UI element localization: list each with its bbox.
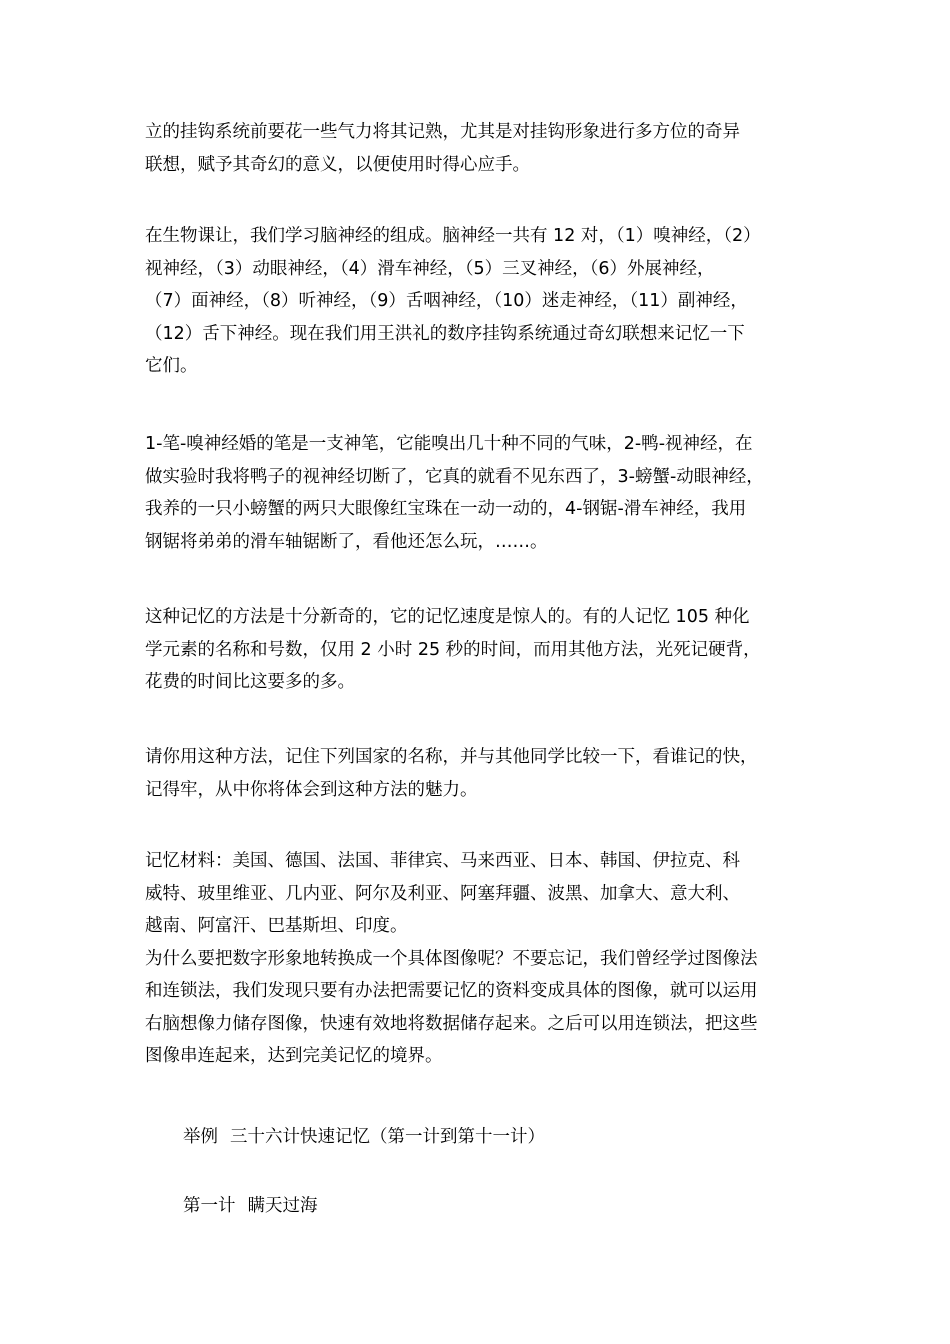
text-line: 立的挂钩系统前要花一些气力将其记熟，尤其是对挂钩形象进行多方位的奇异 — [145, 122, 740, 142]
text-line: 图像串连起来，达到完美记忆的境界。 — [145, 1046, 443, 1066]
example-label: 举例 — [183, 1127, 218, 1147]
text-line: （7）面神经，（8）听神经，（9）舌咽神经，（10）迷走神经，（11）副神经， — [145, 291, 748, 311]
text-line: 记得牢，从中你将体会到这种方法的魅力。 — [145, 779, 478, 800]
paragraph-peg-examples — [145, 428, 815, 558]
example-title: 三十六计快速记忆（第一计到第十一计） — [230, 1127, 545, 1147]
text-line: 越南、阿富汗、巴基斯坦、印度。 — [145, 916, 408, 936]
paragraph-hook-system — [145, 116, 815, 181]
text-line: 视神经，（3）动眼神经，（4）滑车神经，（5）三叉神经，（6）外展神经， — [145, 258, 715, 279]
text-line: 威特、玻里维亚、几内亚、阿尔及利亚、阿塞拜疆、波黑、加拿大、意大利、 — [145, 883, 740, 904]
text-line: 记忆材料：美国、德国、法国、菲律宾、马来西亚、日本、韩国、伊拉克、科 — [145, 851, 740, 871]
text-line: 1-笔-嗅神经婚的笔是一支神笔，它能嗅出几十种不同的气味，2-鸭-视神经，在 — [145, 434, 753, 454]
text-line: 在生物课让，我们学习脑神经的组成。脑神经一共有 12 对，（1）嗅神经，（2） — [145, 226, 761, 246]
text-line: 钢锯将弟弟的滑车轴锯断了，看他还怎么玩，……。 — [145, 531, 548, 552]
text-line: 花费的时间比这要多的多。 — [145, 672, 355, 692]
stratagem-title: 瞒天过海 — [247, 1196, 318, 1216]
text-line: 和连锁法，我们发现只要有办法把需要记忆的资料变成具体的图像，就可以运用 — [145, 981, 758, 1001]
text-line: 它们。 — [145, 356, 198, 376]
text-line: （12）舌下神经。现在我们用王洪礼的数序挂钩系统通过奇幻联想来记忆一下 — [145, 323, 745, 344]
text-line: 我养的一只小螃蟹的两只大眼像红宝珠在一动一动的，4-钢锯-滑车神经，我用 — [145, 499, 747, 519]
text-line: 联想，赋予其奇幻的意义，以便使用时得心应手。 — [145, 154, 530, 175]
text-line: 做实验时我将鸭子的视神经切断了，它真的就看不见东西了，3-螃蟹-动眼神经， — [145, 466, 764, 487]
stratagem-label: 第一计 — [183, 1196, 236, 1216]
paragraph-memory-speed — [145, 601, 815, 699]
example-heading — [183, 1121, 545, 1154]
text-line: 右脑想像力储存图像，快速有效地将数据储存起来。之后可以用连锁法，把这些 — [145, 1013, 758, 1034]
paragraph-cranial-nerves — [145, 220, 815, 383]
text-line: 请你用这种方法，记住下列国家的名称，并与其他同学比较一下，看谁记的快， — [145, 747, 758, 767]
stratagem-heading — [183, 1190, 318, 1223]
paragraph-exercise — [145, 741, 815, 806]
paragraph-memory-material — [145, 845, 815, 1073]
text-line: 这种记忆的方法是十分新奇的，它的记忆速度是惊人的。有的人记忆 105 种化 — [145, 607, 750, 627]
text-line: 学元素的名称和号数，仅用 2 小时 25 秒的时间，而用其他方法，光死记硬背， — [145, 639, 761, 660]
text-line: 为什么要把数字形象地转换成一个具体图像呢？不要忘记，我们曾经学过图像法 — [145, 948, 758, 969]
